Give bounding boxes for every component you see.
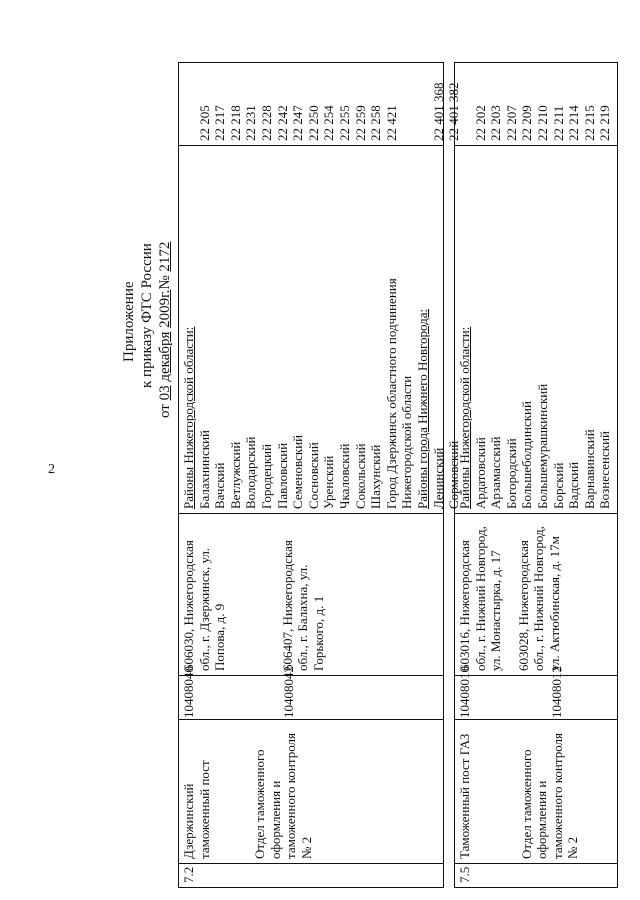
region-code: 22 247 — [290, 105, 306, 141]
region: Павловский — [274, 442, 290, 509]
region-code: 22 211 — [550, 105, 566, 141]
regions-heading: Районы Нижегородской области: — [457, 326, 472, 509]
region: Сосновский — [305, 442, 321, 509]
region-code: 22 215 — [581, 105, 597, 141]
header-line-2: к приказу ФТС России — [139, 243, 155, 388]
region-code: 22 250 — [305, 105, 321, 141]
header-line-1: Приложение — [121, 281, 137, 362]
region: Борский — [550, 462, 566, 509]
regions-heading: Районы Нижегородской области: — [181, 326, 196, 509]
region-code: 22 217 — [212, 105, 228, 141]
city-code: 22 421 — [383, 105, 399, 141]
dept-address: 603028, Нижегородская обл., г. Нижний Новгород, ул. Актюбинская, д. 17м — [515, 526, 562, 671]
region: Ардатовский — [472, 437, 488, 509]
region-code: 22 214 — [566, 105, 582, 141]
row-number: 7.5 — [455, 863, 617, 887]
regions-cell — [179, 145, 462, 513]
region: Семеновский — [290, 434, 306, 509]
region: Балахнинский — [196, 430, 212, 509]
row-number: 7.2 — [179, 863, 443, 887]
dept-code: 10408012 — [548, 666, 564, 718]
region: Арзамасский — [488, 436, 504, 509]
city-districts-heading: Районы города Нижнего Новгорода: — [414, 308, 430, 509]
header-date-day: 03 — [157, 385, 173, 401]
region-code: 22 255 — [336, 105, 352, 141]
region-code: 22 228 — [258, 105, 274, 141]
region-code: 22 231 — [243, 105, 259, 141]
region-code: 22 210 — [534, 105, 550, 141]
city-district-code: 22 401 368 — [430, 82, 446, 141]
post-code: 10408040 — [181, 666, 196, 718]
header-line-3 — [156, 118, 174, 418]
city-district: Ленинский — [430, 447, 446, 509]
header-number-sign: № — [157, 275, 173, 290]
region: Варнавинский — [581, 429, 597, 509]
region: Сокольский — [352, 443, 368, 509]
region-code: 22 202 — [472, 105, 488, 141]
header-order-number: 2172 — [157, 241, 173, 272]
post-names-cell — [179, 719, 443, 863]
dept-name: Отдел таможенного оформления и таможенного контроля № 2 — [252, 732, 314, 859]
header-date-month: декабря — [157, 331, 173, 382]
page-number: 2 — [48, 462, 55, 477]
post-code: 10408010 — [457, 666, 472, 718]
city-line-2: Нижегородской области — [399, 375, 415, 509]
header-date-year: 2009г. — [157, 289, 173, 328]
region: Большеболдинский — [519, 401, 535, 509]
addresses-cell — [455, 513, 617, 675]
city-line-1: Город Дзержинск областного подчинения — [383, 278, 399, 509]
post-name: Дзержинский таможенный пост — [181, 760, 212, 859]
region: Богородский — [503, 438, 519, 509]
post-address: 603016, Нижегородская обл., г. Нижний Новгород, ул. Монастырка, д. 17 — [457, 526, 504, 671]
header-date-prefix: от — [157, 400, 173, 418]
dept-code: 10408042 — [280, 666, 296, 718]
region: Вачский — [212, 462, 228, 509]
codes-cell — [179, 666, 443, 719]
region-code: 22 254 — [321, 105, 337, 141]
region-code: 22 258 — [368, 105, 384, 141]
appendix-header — [120, 118, 174, 418]
regions-cell — [455, 145, 617, 513]
table-block-7-2 — [178, 62, 462, 888]
region-code: 22 242 — [274, 105, 290, 141]
region: Городецкий — [258, 443, 274, 509]
post-address: 606030, Нижегородская обл., г. Дзержинск, ул. Попова, д. 9 — [181, 540, 228, 671]
okato-codes-cell — [179, 61, 462, 145]
region: Чкаловский — [336, 443, 352, 509]
city-district-code: 22 401 382 — [446, 82, 462, 141]
addresses-cell — [179, 513, 443, 675]
region: Шахунский — [368, 444, 384, 509]
table-block-7-5 — [454, 62, 618, 888]
region: Вадский — [566, 461, 582, 509]
region-code: 22 203 — [488, 105, 504, 141]
city-district: Сормовский — [446, 440, 462, 509]
post-names-cell — [455, 719, 617, 863]
region: Ветлужский — [227, 441, 243, 509]
region-code: 22 259 — [352, 105, 368, 141]
region: Вознесенский — [597, 430, 613, 509]
region-code: 22 205 — [196, 105, 212, 141]
region: Уренский — [321, 455, 337, 509]
region-code: 22 218 — [227, 105, 243, 141]
dept-name: Отдел таможенного оформления и таможенного контроля № 2 — [518, 732, 581, 859]
region: Володарский — [243, 436, 259, 509]
post-name: Таможенный пост ГАЗ — [457, 733, 472, 859]
region-code: 22 219 — [597, 105, 613, 141]
rotated-content — [118, 28, 624, 888]
region-code: 22 207 — [503, 105, 519, 141]
dept-address: 606407, Нижегородская обл., г. Балахна, ул. Горького, д. 1 — [279, 540, 326, 671]
okato-codes-cell — [455, 61, 617, 145]
region-code: 22 209 — [519, 105, 535, 141]
codes-cell — [455, 666, 617, 719]
region: Большемурашкинский — [534, 383, 550, 509]
